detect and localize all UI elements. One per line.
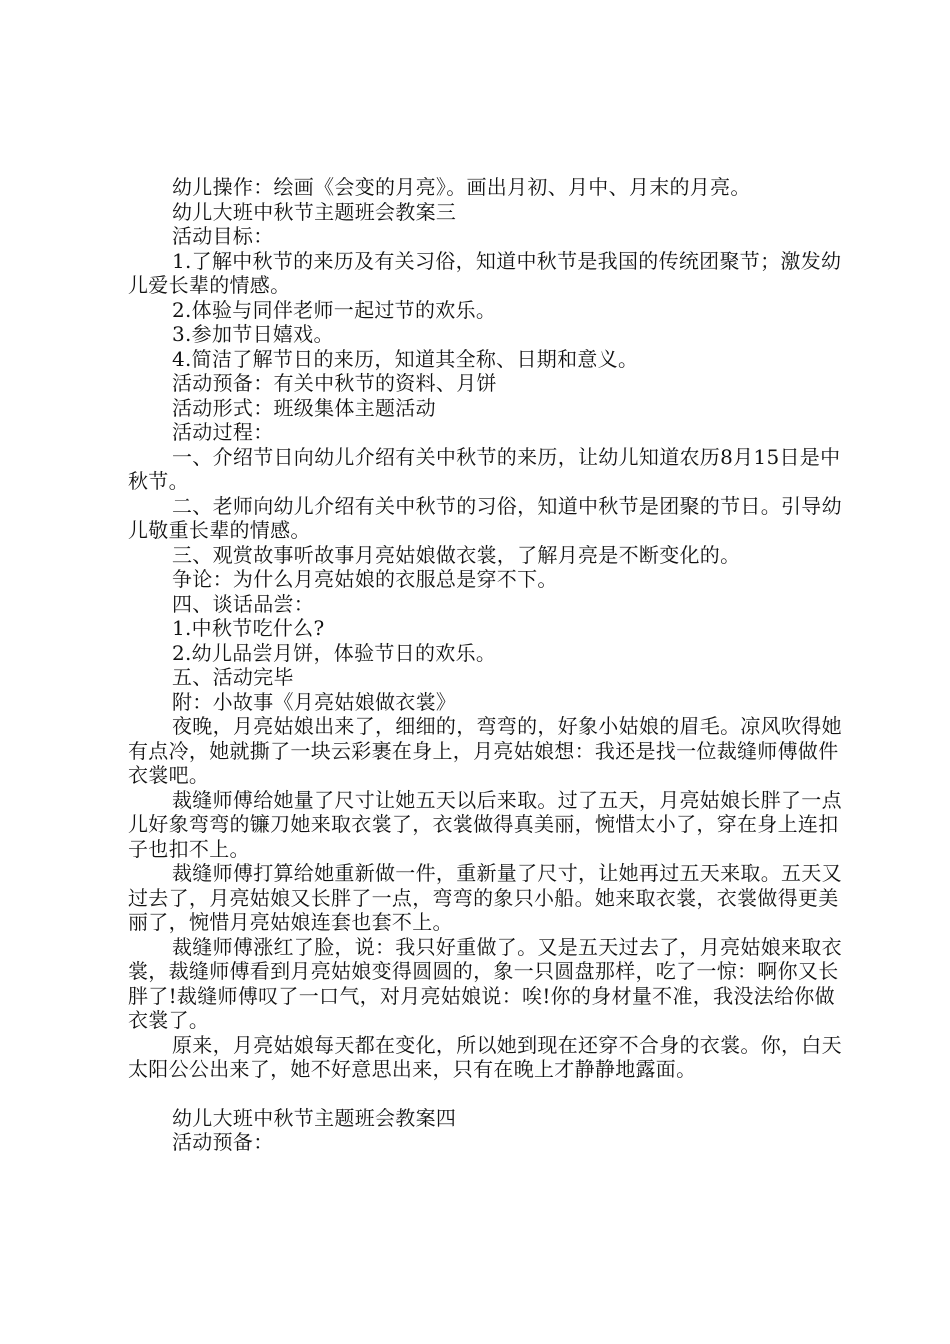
process-step-2: 二、老师向幼儿介绍有关中秋节的习俗，知道中秋节是团聚的节日。引导幼儿敬重长辈的情感。 — [128, 493, 842, 542]
process-step-5: 五、活动完毕 — [172, 665, 294, 689]
story-paragraph-5: 原来，月亮姑娘每天都在变化，所以她到现在还穿不合身的衣裳。你，白天太阳公公出来了，她不好意思出来，只有在晚上才静静地露面。 — [128, 1032, 842, 1081]
activity-preparation: 活动预备：有关中秋节的资料、月饼 — [172, 371, 497, 395]
heading-activity-goals: 活动目标： — [172, 224, 274, 248]
section-title-lesson-three: 幼儿大班中秋节主题班会教案三 — [172, 199, 457, 224]
discussion-question: 争论：为什么月亮姑娘的衣服总是穿不下。 — [172, 567, 558, 591]
process-step-3: 三、观赏故事听故事月亮姑娘做衣裳，了解月亮是不断变化的。 — [172, 542, 741, 567]
story-paragraph-1: 夜晚，月亮姑娘出来了，细细的，弯弯的，好象小姑娘的眉毛。凉风吹得她有点冷，她就撕了一块云彩裹在身上，月亮姑娘想：我还是找一位裁缝师傅做件衣裳吧。 — [128, 714, 842, 787]
paragraph-gap — [128, 1082, 848, 1106]
goal-item-1: 1.了解中秋节的来历及有关习俗，知道中秋节是我国的传统团聚节；激发幼儿爱长辈的情感。 — [128, 248, 842, 297]
story-paragraph-3: 裁缝师傅打算给她重新做一件，重新量了尺寸，让她再过五天来取。五天又过去了，月亮姑娘又长胖了一点，弯弯的象只小船。她来取衣裳，衣裳做得更美丽了，惋惜月亮姑娘连套也套不上。 — [128, 861, 842, 934]
story-paragraph-2: 裁缝师傅给她量了尺寸让她五天以后来取。过了五天，月亮姑娘长胖了一点儿好象弯弯的镰刀她来取衣裳了，衣裳做得真美丽，惋惜太小了，穿在身上连扣子也扣不上。 — [128, 787, 842, 861]
appendix-story-title: 附：小故事《月亮姑娘做衣裳》 — [172, 689, 457, 714]
heading-activity-process: 活动过程： — [172, 420, 274, 444]
goal-item-2: 2.体验与同伴老师一起过节的欢乐。 — [172, 297, 497, 322]
tasting-item-2: 2.幼儿品尝月饼，体验节日的欢乐。 — [172, 640, 497, 665]
goal-item-4: 4.简洁了解节日的来历，知道其全称、日期和意义。 — [172, 346, 639, 371]
process-step-1: 一、介绍节日向幼儿介绍有关中秋节的来历，让幼儿知道农历8月15日是中秋节。 — [128, 444, 841, 493]
document-body — [128, 175, 848, 1155]
section-title-lesson-four: 幼儿大班中秋节主题班会教案四 — [172, 1105, 457, 1130]
tasting-item-1: 1.中秋节吃什么? — [172, 616, 325, 640]
heading-activity-preparation: 活动预备： — [172, 1130, 274, 1154]
goal-item-3: 3.参加节日嬉戏。 — [172, 322, 334, 346]
process-step-4: 四、谈话品尝： — [172, 591, 315, 616]
story-paragraph-4: 裁缝师傅涨红了脸，说：我只好重做了。又是五天过去了，月亮姑娘来取衣裳，裁缝师傅看到月亮姑娘变得圆圆的，象一只圆盘那样，吃了一惊：啊你又长胖了!裁缝师傅叹了一口气，对月亮姑娘说：唉!你的身材量不准，我没法给你做衣裳了。 — [128, 934, 842, 1032]
paragraph-drawing-activity: 幼儿操作：绘画《会变的月亮》。画出月初、月中、月末的月亮。 — [172, 175, 751, 199]
activity-form: 活动形式：班级集体主题活动 — [172, 395, 436, 420]
